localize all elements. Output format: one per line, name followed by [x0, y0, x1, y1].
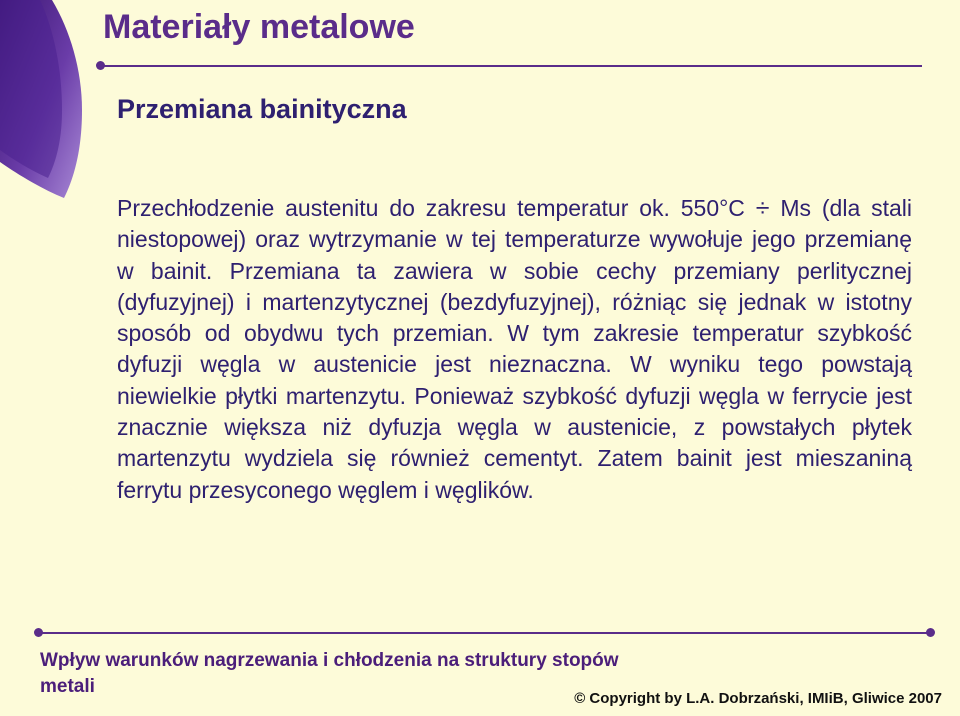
footer-rule	[38, 632, 930, 634]
slide-title: Materiały metalowe	[103, 8, 415, 46]
footer-rule-right-dot	[926, 628, 935, 637]
title-rule-left-dot	[96, 61, 105, 70]
footer-title-text: Wpływ warunków nagrzewania i chłodzenia na struktury stopów metali	[40, 650, 619, 697]
body-text-part1: Przechłodzenie austenitu do zakresu temperatur ok. 550°C	[117, 195, 756, 221]
copyright-notice: © Copyright by L.A. Dobrzański, IMIiB, Gliwice 2007	[574, 690, 942, 707]
title-rule	[100, 65, 922, 67]
body-paragraph	[117, 193, 912, 506]
body-text-part2: Ms (dla stali niestopowej) oraz wytrzymanie w tej temperaturze wywołuje jego przemianę w bainit. Przemiana ta zawiera w sobie cechy przemiany perlitycznej (dyfuzyjnej) i martenzytycznej (bezdyfuzyjnej), różniąc się jednak w istotny sposób od obydwu tych przemian. W tym zakresie temperatur szybkość dyfuzji węgla w austenicie jest nieznaczna. W wyniku tego powstają niewielkie płytki martenzytu. Ponieważ szybkość dyfuzji węgla w ferrycie jest znacznie większa niż dyfuzja węgla w austenicie, z powstałych płytek martenzytu wydziela się również cementyt. Zatem bainit jest mieszaniną ferrytu przesyconego węglem i węglików.	[117, 195, 912, 503]
footer-rule-left-dot	[34, 628, 43, 637]
footer-title	[40, 648, 630, 700]
corner-decoration	[0, 0, 100, 200]
divide-symbol: ÷	[755, 194, 770, 222]
slide-subtitle: Przemiana bainityczna	[117, 94, 407, 124]
